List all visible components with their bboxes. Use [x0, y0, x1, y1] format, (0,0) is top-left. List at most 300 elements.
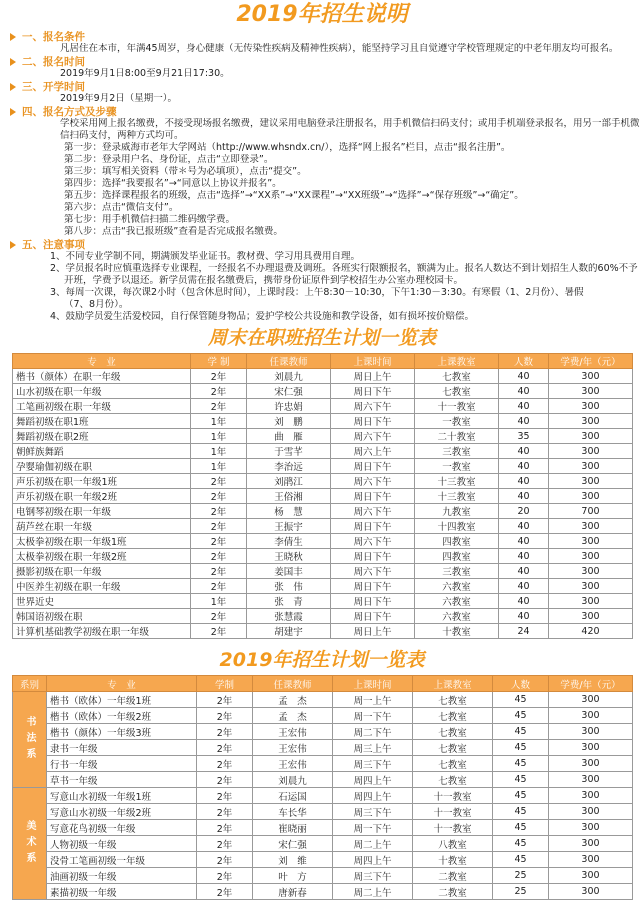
arrow-bullet-icon	[10, 241, 16, 249]
table-cell: 十一教室	[413, 820, 493, 836]
registration-step: 第三步：填写相关资料（带＊号为必填项），点击“提交”。	[64, 166, 307, 177]
table-cell: 七教室	[413, 724, 493, 740]
table-cell: 太极拳初级在职一年级2班	[13, 549, 191, 564]
table-cell: 300	[549, 756, 633, 772]
table-cell: 2年	[197, 724, 253, 740]
table-cell: 刘 维	[253, 852, 333, 868]
table-cell: 十四教室	[415, 519, 499, 534]
section-heading	[0, 30, 644, 43]
table-cell: 300	[549, 369, 633, 384]
table-cell: 十三教室	[415, 474, 499, 489]
table-cell: 300	[549, 564, 633, 579]
table-cell: 2年	[191, 489, 247, 504]
table-cell: 2年	[191, 624, 247, 639]
table-cell: 20	[499, 504, 549, 519]
department-cell: 书法系	[13, 692, 47, 788]
registration-step: 第五步：选择课程报名的班级，点击“选择”→“XX系”→“XX课程”→“XX班级”→“选择”→“保存班级”→“确定”。	[64, 190, 524, 201]
table-cell: 崔晓丽	[253, 820, 333, 836]
column-header: 专 业	[13, 354, 191, 369]
table-cell: 1年	[191, 414, 247, 429]
table-cell: 行书一年级	[47, 756, 197, 772]
table-cell: 八教室	[413, 836, 493, 852]
table-cell: 300	[549, 459, 633, 474]
section-paragraph: 学校采用网上报名缴费，不接受现场报名缴费，建议采用电脑登录注册报名，用手机微信扫码支付；或用手机端登录报名，用另一部手机微	[60, 118, 640, 129]
table-cell: 周六下午	[331, 534, 415, 549]
table-cell: 杨 慧	[247, 504, 331, 519]
table-cell: 2年	[191, 579, 247, 594]
plan-table-header	[13, 676, 633, 692]
table-cell: 人物初级一年级	[47, 836, 197, 852]
section-paragraph: 2019年9月2日（星期一）。	[60, 93, 178, 104]
table-cell: 周六下午	[331, 564, 415, 579]
table-cell: 24	[499, 624, 549, 639]
table-cell: 40	[499, 579, 549, 594]
weekend-table-header	[13, 354, 633, 369]
table-cell: 2年	[197, 884, 253, 900]
table-cell: 2年	[197, 868, 253, 884]
table-cell: 朝鲜族舞蹈	[13, 444, 191, 459]
table-row	[13, 756, 633, 772]
table-cell: 周六下午	[331, 474, 415, 489]
table-cell: 2年	[197, 836, 253, 852]
main-title: 2019年招生说明	[236, 2, 408, 27]
section-heading	[0, 105, 644, 118]
table-row	[13, 414, 633, 429]
table-cell: 王振宇	[247, 519, 331, 534]
table-cell: 2年	[197, 772, 253, 788]
table-row	[13, 836, 633, 852]
table-cell: 隶书一年级	[47, 740, 197, 756]
table-cell: 45	[493, 740, 549, 756]
table-cell: 楷书（颜体）一年级3班	[47, 724, 197, 740]
table-cell: 40	[499, 399, 549, 414]
notice-section	[0, 105, 644, 238]
table-cell: 唐新春	[253, 884, 333, 900]
table-cell: 40	[499, 519, 549, 534]
registration-step: 第七步：用手机微信扫描二维码缴学费。	[64, 214, 236, 225]
table-cell: 300	[549, 852, 633, 868]
table-cell: 声乐初级在职一年级1班	[13, 474, 191, 489]
table-cell: 写意山水初级一年级1班	[47, 788, 197, 804]
table-cell: 电钢琴初级在职一年级	[13, 504, 191, 519]
table-row	[13, 459, 633, 474]
table-cell: 周日下午	[331, 579, 415, 594]
table-cell: 2年	[197, 804, 253, 820]
table-cell: 摄影初级在职一年级	[13, 564, 191, 579]
table-cell: 声乐初级在职一年级2班	[13, 489, 191, 504]
table-row	[13, 772, 633, 788]
notice-sections	[0, 30, 644, 323]
table-cell: 45	[493, 708, 549, 724]
table-cell: 张慧霞	[247, 609, 331, 624]
table-cell: 七教室	[413, 692, 493, 708]
table-cell: 300	[549, 579, 633, 594]
table-cell: 工笔画初级在职一年级	[13, 399, 191, 414]
table-cell: 40	[499, 474, 549, 489]
table-cell: 六教室	[415, 594, 499, 609]
table-row	[13, 384, 633, 399]
table-cell: 周一下午	[333, 820, 413, 836]
table-cell: 太极拳初级在职一年级1班	[13, 534, 191, 549]
notice-section	[0, 55, 644, 80]
table-cell: 700	[549, 504, 633, 519]
table-row	[13, 579, 633, 594]
table-cell: 三教室	[415, 444, 499, 459]
table-cell: 十教室	[413, 852, 493, 868]
registration-step: 第四步：选择“我要报名”→“同意以上协议并报名”。	[64, 178, 282, 189]
table-cell: 1年	[191, 459, 247, 474]
table-cell: 写意花鸟初级一年级	[47, 820, 197, 836]
table-cell: 周一下午	[333, 708, 413, 724]
table-row	[13, 692, 633, 708]
table-row	[13, 708, 633, 724]
notice-section	[0, 30, 644, 55]
table-cell: 胡建宇	[247, 624, 331, 639]
table-cell: 1年	[191, 444, 247, 459]
table-cell: 孕婴瑜伽初级在职	[13, 459, 191, 474]
table-cell: 王晓秋	[247, 549, 331, 564]
table-cell: 周六上午	[331, 444, 415, 459]
table-cell: 二教室	[413, 868, 493, 884]
table-cell: 300	[549, 804, 633, 820]
table-cell: 2年	[191, 399, 247, 414]
table-row	[13, 868, 633, 884]
table-cell: 周日上午	[331, 369, 415, 384]
table-cell: 2年	[191, 534, 247, 549]
table-cell: 420	[549, 624, 633, 639]
table-cell: 中医养生初级在职一年级	[13, 579, 191, 594]
table-cell: 2年	[191, 519, 247, 534]
weekend-plan-table	[12, 353, 633, 639]
table-row	[13, 369, 633, 384]
table-cell: 45	[493, 852, 549, 868]
table-cell: 周日下午	[331, 519, 415, 534]
table-cell: 李治远	[247, 459, 331, 474]
table-cell: 周二下午	[333, 724, 413, 740]
table-cell: 周六下午	[331, 429, 415, 444]
notice-section	[0, 80, 644, 105]
table-cell: 2年	[191, 369, 247, 384]
table-cell: 1年	[191, 429, 247, 444]
section-heading	[0, 80, 644, 93]
table-cell: 一教室	[415, 459, 499, 474]
arrow-bullet-icon	[10, 108, 16, 116]
table-cell: 周三上午	[333, 740, 413, 756]
column-header: 人数	[499, 354, 549, 369]
table-cell: 300	[549, 489, 633, 504]
column-header: 学 制	[191, 354, 247, 369]
table-cell: 十一教室	[413, 788, 493, 804]
table-row	[13, 429, 633, 444]
table-cell: 周四上午	[333, 852, 413, 868]
table-cell: 四教室	[415, 534, 499, 549]
table-cell: 40	[499, 384, 549, 399]
table-row	[13, 594, 633, 609]
registration-step: 第二步：登录用户名、身份证，点击“立即登录”。	[64, 154, 274, 165]
table-cell: 于雪芊	[247, 444, 331, 459]
column-header: 上课时间	[331, 354, 415, 369]
table-cell: 七教室	[415, 384, 499, 399]
table-cell: 周六下午	[331, 504, 415, 519]
table-cell: 车长华	[253, 804, 333, 820]
table-cell: 周三下午	[333, 804, 413, 820]
section-paragraph: 凡居住在本市，年满45周岁，身心健康（无传染性疾病及精神性疾病），能坚持学习且自觉遵守学校管理规定的中老年朋友均可报名。	[60, 43, 619, 54]
table-cell: 300	[549, 836, 633, 852]
table-cell: 石运国	[253, 788, 333, 804]
table-cell: 十教室	[415, 624, 499, 639]
table-cell: 300	[549, 549, 633, 564]
table-cell: 300	[549, 534, 633, 549]
plan-table-title: 2019年招生计划一览表	[219, 649, 425, 671]
table-cell: 2年	[191, 549, 247, 564]
section-heading-text: 五、注意事项	[22, 238, 85, 251]
table-cell: 周三下午	[333, 756, 413, 772]
table-cell: 2年	[197, 740, 253, 756]
column-header: 任课教师	[253, 676, 333, 692]
table-cell: 宋仁强	[247, 384, 331, 399]
section-paragraph: 2019年9月1日8:00至9月21日17:30。	[60, 68, 230, 79]
column-header: 学制	[197, 676, 253, 692]
section-paragraph: 信扫码支付，两种方式均可。	[60, 130, 184, 141]
table-cell: 300	[549, 772, 633, 788]
table-cell: 40	[499, 459, 549, 474]
table-cell: 周日下午	[331, 414, 415, 429]
table-cell: 25	[493, 868, 549, 884]
column-header: 专 业	[47, 676, 197, 692]
table-cell: 300	[549, 519, 633, 534]
table-cell: 二十教室	[415, 429, 499, 444]
table-cell: 2年	[191, 504, 247, 519]
department-cell: 美术系	[13, 788, 47, 900]
table-row	[13, 804, 633, 820]
table-row	[13, 852, 633, 868]
table-cell: 周日下午	[331, 459, 415, 474]
table-cell: 2年	[197, 708, 253, 724]
table-cell: 楷书（欧体）一年级1班	[47, 692, 197, 708]
table-cell: 一教室	[415, 414, 499, 429]
table-cell: 1年	[191, 594, 247, 609]
table-cell: 300	[549, 429, 633, 444]
table-cell: 300	[549, 868, 633, 884]
table-cell: 王宏伟	[253, 724, 333, 740]
table-row	[13, 624, 633, 639]
table-cell: 七教室	[415, 369, 499, 384]
notice-item: 2、学员报名时应慎重选择专业课程，一经报名不办理退费及调班。各班实行限额报名，额满为止。报名人数达不到计划招生人数的60%不予	[50, 263, 638, 274]
table-cell: 舞蹈初级在职1班	[13, 414, 191, 429]
table-cell: 300	[549, 708, 633, 724]
table-cell: 没骨工笔画初级一年级	[47, 852, 197, 868]
table-cell: 二教室	[413, 884, 493, 900]
table-cell: 300	[549, 414, 633, 429]
arrow-bullet-icon	[10, 58, 16, 66]
table-cell: 40	[499, 549, 549, 564]
table-cell: 45	[493, 756, 549, 772]
table-cell: 300	[549, 724, 633, 740]
table-cell: 刘晨九	[247, 369, 331, 384]
table-cell: 李倩生	[247, 534, 331, 549]
table-cell: 十三教室	[415, 489, 499, 504]
table-cell: 周日上午	[331, 624, 415, 639]
registration-step: 第六步：点击“微信支付”。	[64, 202, 179, 213]
table-cell: 王宏伟	[253, 740, 333, 756]
column-header: 上课教室	[413, 676, 493, 692]
table-cell: 45	[493, 724, 549, 740]
notice-section	[0, 238, 644, 323]
table-cell: 九教室	[415, 504, 499, 519]
table-cell: 葫芦丝在职一年级	[13, 519, 191, 534]
table-cell: 王俗湘	[247, 489, 331, 504]
notice-item: 4、鼓励学员爱生活爱校园，自行保管随身物品；爱护学校公共设施和教学设备，如有损坏按价赔偿。	[50, 311, 475, 322]
table-cell: 楷书（欧体）一年级2班	[47, 708, 197, 724]
table-cell: 2年	[191, 609, 247, 624]
table-cell: 2年	[197, 852, 253, 868]
table-cell: 周二上午	[333, 836, 413, 852]
table-cell: 六教室	[415, 579, 499, 594]
table-cell: 七教室	[413, 708, 493, 724]
section-heading-text: 三、开学时间	[22, 80, 85, 93]
table-cell: 七教室	[413, 740, 493, 756]
table-row	[13, 884, 633, 900]
section-heading-text: 四、报名方式及步骤	[22, 105, 117, 118]
enrollment-plan-table	[12, 675, 633, 900]
table-cell: 宋仁强	[253, 836, 333, 852]
table-cell: 孟 杰	[253, 708, 333, 724]
table-row	[13, 399, 633, 414]
table-cell: 45	[493, 804, 549, 820]
table-cell: 油画初级一年级	[47, 868, 197, 884]
table-cell: 2年	[197, 788, 253, 804]
column-header: 上课教室	[415, 354, 499, 369]
table-cell: 2年	[191, 384, 247, 399]
table-row	[13, 534, 633, 549]
table-cell: 韩国语初级在职	[13, 609, 191, 624]
arrow-bullet-icon	[10, 33, 16, 41]
table-row	[13, 820, 633, 836]
section-heading-text: 一、报名条件	[22, 30, 85, 43]
table-cell: 40	[499, 369, 549, 384]
table-cell: 王宏伟	[253, 756, 333, 772]
table-row	[13, 609, 633, 624]
table-cell: 张 青	[247, 594, 331, 609]
table-cell: 300	[549, 399, 633, 414]
table-cell: 300	[549, 444, 633, 459]
table-cell: 七教室	[413, 772, 493, 788]
table-cell: 300	[549, 820, 633, 836]
table-cell: 300	[549, 384, 633, 399]
table-cell: 六教室	[415, 609, 499, 624]
table-cell: 35	[499, 429, 549, 444]
table-cell: 300	[549, 692, 633, 708]
registration-step: 第一步：登录威海市老年大学网站（http://www.whsndx.cn/），选择“网上报名”栏目，点击“报名注册”。	[64, 142, 511, 153]
table-cell: 周四上午	[333, 772, 413, 788]
table-row	[13, 740, 633, 756]
table-cell: 写意山水初级一年级2班	[47, 804, 197, 820]
table-cell: 周一上午	[333, 692, 413, 708]
table-cell: 四教室	[415, 549, 499, 564]
section-heading	[0, 238, 644, 251]
table-cell: 周二上午	[333, 884, 413, 900]
table-cell: 孟 杰	[253, 692, 333, 708]
table-cell: 40	[499, 564, 549, 579]
table-cell: 40	[499, 609, 549, 624]
table-cell: 许忠娟	[247, 399, 331, 414]
table-row	[13, 549, 633, 564]
table-cell: 周六下午	[331, 399, 415, 414]
table-cell: 周日下午	[331, 384, 415, 399]
table-cell: 三教室	[415, 564, 499, 579]
notice-item: （7、8月份）。	[64, 299, 129, 310]
column-header: 学费/年（元）	[549, 354, 633, 369]
table-row	[13, 788, 633, 804]
weekend-table-title: 周末在职班招生计划一览表	[207, 327, 436, 349]
table-cell: 草书一年级	[47, 772, 197, 788]
table-cell: 楷书（颜体）在职一年级	[13, 369, 191, 384]
table-cell: 25	[493, 884, 549, 900]
table-cell: 计算机基础教学初级在职一年级	[13, 624, 191, 639]
table-cell: 舞蹈初级在职2班	[13, 429, 191, 444]
registration-step: 第八步：点击“我已报班级”查看是否完成报名缴费。	[64, 226, 283, 237]
table-cell: 素描初级一年级	[47, 884, 197, 900]
table-cell: 周三下午	[333, 868, 413, 884]
table-row	[13, 519, 633, 534]
table-cell: 2年	[197, 692, 253, 708]
notice-item: 1、不同专业学制不同，期满颁发毕业证书。教材费、学习用具费用自理。	[50, 251, 361, 262]
table-cell: 刘鹃江	[247, 474, 331, 489]
arrow-bullet-icon	[10, 83, 16, 91]
table-cell: 45	[493, 836, 549, 852]
column-header: 上课时间	[333, 676, 413, 692]
column-header: 人数	[493, 676, 549, 692]
table-row	[13, 724, 633, 740]
table-cell: 世界近史	[13, 594, 191, 609]
table-cell: 七教室	[413, 756, 493, 772]
table-row	[13, 504, 633, 519]
table-cell: 张 伟	[247, 579, 331, 594]
table-cell: 2年	[197, 756, 253, 772]
table-cell: 45	[493, 772, 549, 788]
table-cell: 40	[499, 414, 549, 429]
table-cell: 周四上午	[333, 788, 413, 804]
table-cell: 曲 雁	[247, 429, 331, 444]
table-cell: 叶 方	[253, 868, 333, 884]
notice-item: 3、每周一次课，每次课2小时（包含休息时间），上课时段：上午8:30－10:30，下午1:30－3:30。有寒假（1、2月份）、暑假	[50, 287, 584, 298]
notice-item: 开班，学费予以退还。新学员需在报名缴费后，携带身份证原件到学校招生办公室办理校园卡。	[64, 275, 464, 286]
table-cell: 40	[499, 444, 549, 459]
table-cell: 2年	[197, 820, 253, 836]
table-cell: 2年	[191, 564, 247, 579]
table-cell: 300	[549, 788, 633, 804]
table-cell: 300	[549, 594, 633, 609]
table-cell: 40	[499, 534, 549, 549]
table-row	[13, 489, 633, 504]
table-row	[13, 444, 633, 459]
table-cell: 周日下午	[331, 489, 415, 504]
table-row	[13, 474, 633, 489]
table-cell: 40	[499, 594, 549, 609]
table-cell: 45	[493, 820, 549, 836]
table-cell: 45	[493, 692, 549, 708]
table-cell: 周日下午	[331, 594, 415, 609]
table-cell: 300	[549, 609, 633, 624]
column-header: 系别	[13, 676, 47, 692]
table-cell: 40	[499, 489, 549, 504]
column-header: 学费/年（元）	[549, 676, 633, 692]
section-heading-text: 二、报名时间	[22, 55, 85, 68]
table-cell: 刘 鹏	[247, 414, 331, 429]
table-cell: 周日下午	[331, 609, 415, 624]
table-cell: 山水初级在职一年级	[13, 384, 191, 399]
table-cell: 姜国丰	[247, 564, 331, 579]
